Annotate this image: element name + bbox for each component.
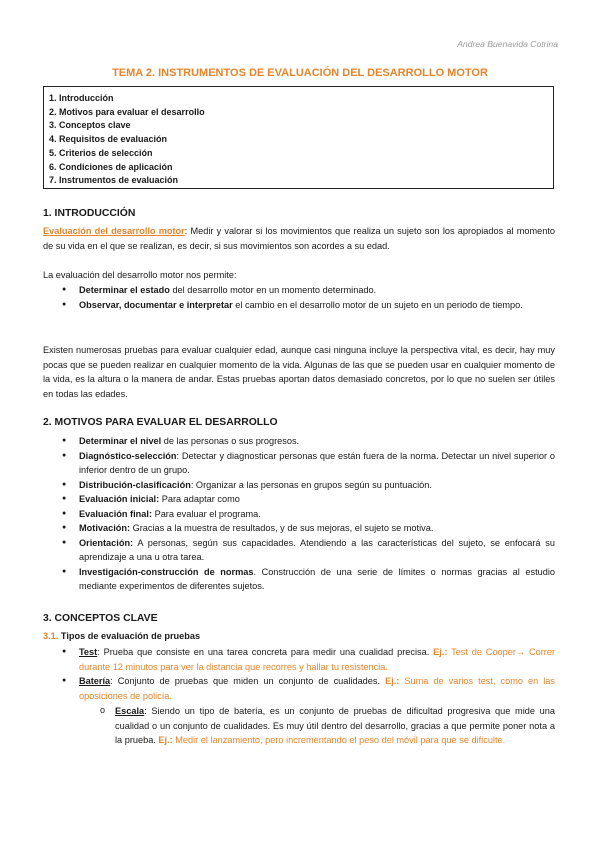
toc-item: 1. Introducción <box>49 93 114 103</box>
item-term: Escala <box>115 706 145 716</box>
toc-item: 3. Conceptos clave <box>49 120 131 131</box>
conceptos-list <box>79 645 555 703</box>
item-text: . Construcción de una serie de límites o normas gracias al estudio mediante experimentos de diferentes sujetos. <box>79 566 555 591</box>
list-item <box>79 478 555 493</box>
example-text: Medir el lanzamiento, pero incrementando el peso del móvil para que se dificulte. <box>172 735 506 745</box>
motivos-list <box>79 434 555 594</box>
item-text: Gracias a la muestra de resultados, y de sus mejoras, el sujeto se motiva. <box>130 523 434 533</box>
item-term: Test <box>79 647 98 657</box>
example-label: Ej.: <box>158 735 173 745</box>
item-bold: Evaluación final: <box>79 508 153 519</box>
subsection-label: Tipos de evaluación de pruebas <box>58 631 201 641</box>
definition-term: Evaluación del desarrollo motor <box>43 226 185 236</box>
item-term: Batería <box>79 676 111 686</box>
section-heading-conceptos: 3. CONCEPTOS CLAVE <box>43 613 158 624</box>
item-text: Para evaluar el programa. <box>152 508 261 519</box>
definition-text: : Medir y valorar si los movimientos que realiza un sujeto son los apropiados al momento de su vida en el que se realizan, es decir, si sus movimientos son acordes a su edad. <box>43 226 555 251</box>
item-text: : Siendo un tipo de batería, es un conjunto de pruebas de dificultad progresiva que mide una cualidad o un conjunto de cualidades. Es muy útil dentro del desarrollo, gracias a que permite poner nota a la prueba. <box>115 706 555 745</box>
definition-paragraph <box>43 224 555 253</box>
list-item <box>79 298 555 313</box>
toc-item: 2. Motivos para evaluar el desarrollo <box>49 106 205 117</box>
item-text: el cambio en el desarrollo motor de un sujeto en un periodo de tiempo. <box>232 299 523 310</box>
list-item <box>79 521 555 536</box>
subsection-number: 3.1. <box>43 631 59 641</box>
item-text: : Detectar y diagnosticar personas que están fuera de la norma. Detectar un nivel superior o inferior dentro de un grupo. <box>79 450 555 475</box>
list-item <box>79 645 555 674</box>
item-bold: Evaluación inicial: <box>79 494 160 504</box>
list-item <box>79 434 555 449</box>
toc-item: 6. Condiciones de aplicación <box>49 161 173 172</box>
example-text: Test de Cooper→ Correr durante 12 minutos para ver la distancia que recorres y hallar tu resistencia. <box>79 647 555 672</box>
permite-list <box>79 283 555 312</box>
item-bold: Motivación: <box>79 523 131 533</box>
item-bold: Diagnóstico-selección <box>79 450 177 461</box>
example-label: Ej.: <box>433 647 448 657</box>
item-text: de las personas o sus progresos. <box>161 436 300 446</box>
item-bold: Distribución-clasificación <box>79 479 191 490</box>
intro-line: La evaluación del desarrollo motor nos permite: <box>43 270 237 280</box>
document-title: TEMA 2. INSTRUMENTOS DE EVALUACIÓN DEL DESARROLLO MOTOR <box>112 67 488 79</box>
author-header: Andrea Buenavida Cotrina <box>457 39 558 49</box>
table-of-contents <box>43 86 554 189</box>
list-item <box>79 565 555 594</box>
item-text: : Conjunto de pruebas que miden un conjunto de cualidades. <box>110 676 386 686</box>
item-bold: Determinar el nivel <box>79 436 162 446</box>
subsection-title <box>43 629 200 644</box>
section-heading-introduccion: 1. INTRODUCCIÓN <box>43 208 136 219</box>
item-text: : Organizar a las personas en grupos según su puntuación. <box>190 479 432 490</box>
item-text: : Prueba que consiste en una tarea concreta para medir una cualidad precisa. <box>97 647 434 657</box>
item-bold: Investigación-construcción de normas <box>79 566 254 577</box>
toc-item: 5. Criterios de selección <box>49 147 153 158</box>
toc-item: 7. Instrumentos de evaluación <box>49 175 179 186</box>
section-heading-motivos: 2. MOTIVOS PARA EVALUAR EL DESARROLLO <box>43 417 278 428</box>
list-item <box>79 536 555 565</box>
list-item <box>79 449 555 478</box>
list-item <box>79 674 555 703</box>
list-item <box>115 704 555 748</box>
item-text: Para adaptar como <box>159 494 240 504</box>
item-bold: Determinar el estado <box>79 285 170 295</box>
item-text: A personas, según sus capacidades. Atendiendo a las características del sujeto, se enfocará su aprendizaje a una u otra tarea. <box>79 537 555 562</box>
pruebas-paragraph: Existen numerosas pruebas para evaluar cualquier edad, aunque casi ninguna incluye la perspectiva vital, es decir, hay muy pocas que se pueden realizar en cualquier momento de la vida. Algunas de las que se pueden usar en cualquier momento de la vida, es la altura o la manera de andar. Estas pruebas aportan datos demasiado concretos, por lo que no suelen ser útiles en todas las edades. <box>43 345 555 399</box>
item-bold: Observar, documentar e interpretar <box>79 299 233 310</box>
example-label: Ej.: <box>385 676 400 686</box>
toc-item: 4. Requisitos de evaluación <box>49 134 168 145</box>
list-item <box>79 283 555 298</box>
list-item <box>79 507 555 522</box>
list-item <box>79 492 555 507</box>
item-bold: Orientación: <box>79 537 134 548</box>
example-text: Suma de varios test, como en las oposiciones de policía. <box>79 676 555 701</box>
escala-list <box>115 704 555 748</box>
item-text: del desarrollo motor en un momento determinado. <box>169 285 377 295</box>
